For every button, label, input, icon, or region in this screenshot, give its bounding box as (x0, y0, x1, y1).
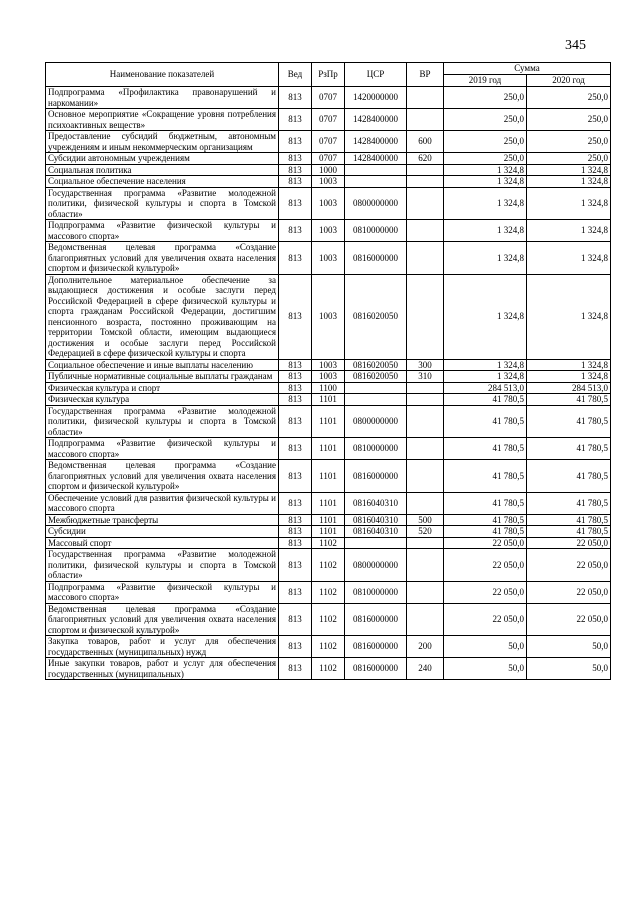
cell-csr: 0816020050 (345, 371, 407, 383)
cell-vr (407, 274, 444, 359)
cell-rzpr: 1102 (312, 581, 345, 603)
table-row (46, 220, 611, 242)
table-row (46, 537, 611, 549)
cell-name: Основное мероприятие «Сокращение уровня потребления психоактивных веществ» (46, 109, 279, 131)
cell-rzpr: 1101 (312, 405, 345, 438)
table-row (46, 153, 611, 165)
cell-y2020: 1 324,8 (527, 176, 611, 188)
cell-y2019: 22 050,0 (444, 537, 527, 549)
table-row (46, 371, 611, 383)
cell-csr: 0800000000 (345, 549, 407, 582)
cell-ved: 813 (279, 187, 312, 220)
cell-name: Физическая культура (46, 394, 279, 406)
cell-vr (407, 382, 444, 394)
cell-vr (407, 87, 444, 109)
cell-y2020: 41 780,5 (527, 438, 611, 460)
table-row (46, 492, 611, 514)
cell-rzpr: 1100 (312, 382, 345, 394)
cell-y2019: 41 780,5 (444, 492, 527, 514)
cell-y2019: 41 780,5 (444, 514, 527, 526)
table-row (46, 581, 611, 603)
table-row (46, 176, 611, 188)
table-row (46, 658, 611, 680)
cell-vr (407, 581, 444, 603)
cell-rzpr: 1003 (312, 176, 345, 188)
cell-y2020: 250,0 (527, 87, 611, 109)
cell-vr (407, 164, 444, 176)
cell-rzpr: 1102 (312, 658, 345, 680)
table-row (46, 164, 611, 176)
cell-rzpr: 1101 (312, 460, 345, 493)
cell-y2020: 22 050,0 (527, 603, 611, 636)
cell-csr: 0816000000 (345, 242, 407, 275)
cell-y2020: 50,0 (527, 636, 611, 658)
table-row (46, 394, 611, 406)
cell-rzpr: 1101 (312, 514, 345, 526)
cell-csr: 0816000000 (345, 460, 407, 493)
cell-name: Закупка товаров, работ и услуг для обеспечения государственных (муниципальных) нужд (46, 636, 279, 658)
cell-vr (407, 603, 444, 636)
cell-y2020: 1 324,8 (527, 359, 611, 371)
cell-rzpr: 1003 (312, 242, 345, 275)
cell-y2019: 22 050,0 (444, 549, 527, 582)
cell-name: Межбюджетные трансферты (46, 514, 279, 526)
cell-rzpr: 0707 (312, 153, 345, 165)
cell-ved: 813 (279, 220, 312, 242)
cell-y2019: 41 780,5 (444, 394, 527, 406)
cell-ved: 813 (279, 359, 312, 371)
cell-rzpr: 1003 (312, 371, 345, 383)
cell-name: Ведомственная целевая программа «Создание благоприятных условий для увеличения охвата населения спортом и физической культурой» (46, 603, 279, 636)
cell-rzpr: 0707 (312, 109, 345, 131)
cell-y2019: 250,0 (444, 153, 527, 165)
header-rzpr: РзПр (312, 63, 345, 87)
cell-ved: 813 (279, 274, 312, 359)
header-csr: ЦСР (345, 63, 407, 87)
cell-ved: 813 (279, 164, 312, 176)
cell-csr (345, 537, 407, 549)
header-name: Наименование показателей (46, 63, 279, 87)
cell-ved: 813 (279, 382, 312, 394)
cell-y2019: 1 324,8 (444, 187, 527, 220)
cell-vr (407, 537, 444, 549)
cell-y2020: 41 780,5 (527, 405, 611, 438)
cell-y2020: 1 324,8 (527, 220, 611, 242)
cell-ved: 813 (279, 242, 312, 275)
cell-name: Подпрограмма «Профилактика правонарушений и наркомании» (46, 87, 279, 109)
cell-vr: 600 (407, 131, 444, 153)
cell-name: Государственная программа «Развитие молодежной политики, физической культуры и спорта в Томской области» (46, 549, 279, 582)
cell-name: Подпрограмма «Развитие физической культуры и массового спорта» (46, 438, 279, 460)
table-row (46, 460, 611, 493)
cell-y2019: 1 324,8 (444, 371, 527, 383)
cell-rzpr: 1101 (312, 438, 345, 460)
cell-ved: 813 (279, 87, 312, 109)
cell-ved: 813 (279, 581, 312, 603)
header-2020: 2020 год (527, 75, 611, 87)
cell-ved: 813 (279, 658, 312, 680)
cell-name: Социальное обеспечение населения (46, 176, 279, 188)
cell-csr (345, 394, 407, 406)
cell-name: Субсидии (46, 526, 279, 538)
cell-y2019: 1 324,8 (444, 164, 527, 176)
cell-csr: 0816020050 (345, 274, 407, 359)
cell-csr: 1428400000 (345, 109, 407, 131)
cell-name: Массовый спорт (46, 537, 279, 549)
budget-table (45, 62, 611, 680)
cell-vr (407, 109, 444, 131)
cell-csr: 0816000000 (345, 603, 407, 636)
cell-vr (407, 220, 444, 242)
cell-csr: 0816040310 (345, 526, 407, 538)
cell-rzpr: 1003 (312, 359, 345, 371)
cell-y2020: 22 050,0 (527, 537, 611, 549)
cell-name: Физическая культура и спорт (46, 382, 279, 394)
cell-y2019: 41 780,5 (444, 405, 527, 438)
cell-rzpr: 0707 (312, 131, 345, 153)
cell-csr: 1428400000 (345, 153, 407, 165)
cell-y2019: 22 050,0 (444, 603, 527, 636)
cell-y2019: 250,0 (444, 109, 527, 131)
cell-y2020: 41 780,5 (527, 394, 611, 406)
cell-y2020: 284 513,0 (527, 382, 611, 394)
table-row (46, 526, 611, 538)
cell-y2020: 22 050,0 (527, 581, 611, 603)
cell-y2020: 41 780,5 (527, 514, 611, 526)
cell-y2020: 50,0 (527, 658, 611, 680)
cell-vr: 200 (407, 636, 444, 658)
cell-ved: 813 (279, 131, 312, 153)
cell-y2020: 250,0 (527, 131, 611, 153)
table-row (46, 109, 611, 131)
cell-csr (345, 164, 407, 176)
cell-y2020: 41 780,5 (527, 460, 611, 493)
cell-ved: 813 (279, 109, 312, 131)
cell-name: Дополнительное материальное обеспечение за выдающиеся достижения и особые заслуги перед Российской Федерацией в сфере физической культуры и спорта гражданам Российской Федерации, достигшим пенсионного возраста, постоянно проживающим на территории Томской области, имеющим выдающиеся достижения и особые заслуги перед Российской Федерацией в сфере физической культуры и спорта (46, 274, 279, 359)
cell-y2019: 41 780,5 (444, 438, 527, 460)
cell-y2019: 50,0 (444, 658, 527, 680)
cell-csr: 0816020050 (345, 359, 407, 371)
table-body (46, 87, 611, 680)
cell-y2020: 1 324,8 (527, 242, 611, 275)
table-row (46, 549, 611, 582)
cell-y2019: 22 050,0 (444, 581, 527, 603)
cell-y2019: 41 780,5 (444, 526, 527, 538)
cell-ved: 813 (279, 549, 312, 582)
cell-vr (407, 242, 444, 275)
header-ved: Вед (279, 63, 312, 87)
cell-vr (407, 187, 444, 220)
cell-ved: 813 (279, 176, 312, 188)
cell-y2020: 250,0 (527, 153, 611, 165)
cell-name: Ведомственная целевая программа «Создание благоприятных условий для увеличения охвата населения спортом и физической культурой» (46, 460, 279, 493)
cell-name: Государственная программа «Развитие молодежной политики, физической культуры и спорта в Томской области» (46, 187, 279, 220)
cell-vr: 620 (407, 153, 444, 165)
cell-y2019: 1 324,8 (444, 359, 527, 371)
cell-rzpr: 1101 (312, 492, 345, 514)
cell-rzpr: 1003 (312, 274, 345, 359)
cell-ved: 813 (279, 537, 312, 549)
cell-csr: 0816000000 (345, 658, 407, 680)
table-row (46, 603, 611, 636)
cell-rzpr: 1003 (312, 220, 345, 242)
cell-vr (407, 438, 444, 460)
table-row (46, 636, 611, 658)
cell-name: Иные закупки товаров, работ и услуг для обеспечения государственных (муниципальных) (46, 658, 279, 680)
cell-ved: 813 (279, 603, 312, 636)
cell-y2019: 1 324,8 (444, 274, 527, 359)
cell-vr (407, 405, 444, 438)
cell-ved: 813 (279, 394, 312, 406)
table-row (46, 274, 611, 359)
table-row (46, 187, 611, 220)
cell-vr (407, 492, 444, 514)
cell-name: Публичные нормативные социальные выплаты гражданам (46, 371, 279, 383)
cell-y2019: 250,0 (444, 131, 527, 153)
cell-rzpr: 1102 (312, 537, 345, 549)
cell-vr: 300 (407, 359, 444, 371)
cell-rzpr: 1101 (312, 526, 345, 538)
page-number: 345 (565, 38, 586, 53)
cell-name: Предоставление субсидий бюджетным, автономным учреждениям и иным некоммерческим организациям (46, 131, 279, 153)
cell-y2020: 41 780,5 (527, 526, 611, 538)
cell-vr: 310 (407, 371, 444, 383)
cell-name: Обеспечение условий для развития физической культуры и массового спорта (46, 492, 279, 514)
table-row (46, 242, 611, 275)
cell-rzpr: 1102 (312, 549, 345, 582)
table-row (46, 382, 611, 394)
table-row (46, 359, 611, 371)
cell-csr: 0816040310 (345, 492, 407, 514)
table-row (46, 87, 611, 109)
cell-rzpr: 1003 (312, 187, 345, 220)
cell-vr: 500 (407, 514, 444, 526)
cell-rzpr: 1101 (312, 394, 345, 406)
cell-name: Социальная политика (46, 164, 279, 176)
cell-name: Подпрограмма «Развитие физической культуры и массового спорта» (46, 220, 279, 242)
cell-rzpr: 1102 (312, 636, 345, 658)
cell-vr: 240 (407, 658, 444, 680)
cell-ved: 813 (279, 526, 312, 538)
cell-csr (345, 382, 407, 394)
cell-rzpr: 1102 (312, 603, 345, 636)
cell-y2019: 1 324,8 (444, 242, 527, 275)
cell-csr (345, 176, 407, 188)
cell-ved: 813 (279, 460, 312, 493)
cell-csr: 0816000000 (345, 636, 407, 658)
cell-y2020: 22 050,0 (527, 549, 611, 582)
cell-ved: 813 (279, 636, 312, 658)
cell-y2020: 1 324,8 (527, 164, 611, 176)
cell-ved: 813 (279, 438, 312, 460)
cell-csr: 0810000000 (345, 220, 407, 242)
cell-csr: 0810000000 (345, 438, 407, 460)
cell-y2020: 250,0 (527, 109, 611, 131)
header-sum: Сумма (444, 63, 611, 75)
cell-csr: 0800000000 (345, 187, 407, 220)
cell-vr (407, 549, 444, 582)
cell-y2019: 41 780,5 (444, 460, 527, 493)
cell-csr: 0810000000 (345, 581, 407, 603)
cell-vr (407, 176, 444, 188)
table-row (46, 514, 611, 526)
cell-y2019: 250,0 (444, 87, 527, 109)
cell-ved: 813 (279, 153, 312, 165)
cell-y2020: 1 324,8 (527, 371, 611, 383)
cell-y2019: 284 513,0 (444, 382, 527, 394)
cell-y2019: 50,0 (444, 636, 527, 658)
cell-y2020: 41 780,5 (527, 492, 611, 514)
cell-name: Государственная программа «Развитие молодежной политики, физической культуры и спорта в Томской области» (46, 405, 279, 438)
cell-csr: 1420000000 (345, 87, 407, 109)
table-row (46, 131, 611, 153)
table-row (46, 405, 611, 438)
cell-ved: 813 (279, 492, 312, 514)
cell-csr: 0816040310 (345, 514, 407, 526)
cell-y2019: 1 324,8 (444, 220, 527, 242)
cell-vr (407, 460, 444, 493)
cell-rzpr: 1000 (312, 164, 345, 176)
cell-y2019: 1 324,8 (444, 176, 527, 188)
cell-vr: 520 (407, 526, 444, 538)
cell-csr: 1428400000 (345, 131, 407, 153)
cell-y2020: 1 324,8 (527, 274, 611, 359)
cell-csr: 0800000000 (345, 405, 407, 438)
cell-ved: 813 (279, 514, 312, 526)
cell-ved: 813 (279, 371, 312, 383)
cell-rzpr: 0707 (312, 87, 345, 109)
cell-ved: 813 (279, 405, 312, 438)
cell-name: Субсидии автономным учреждениям (46, 153, 279, 165)
header-2019: 2019 год (444, 75, 527, 87)
cell-y2020: 1 324,8 (527, 187, 611, 220)
cell-name: Ведомственная целевая программа «Создание благоприятных условий для увеличения охвата населения спортом и физической культурой» (46, 242, 279, 275)
header-vr: ВР (407, 63, 444, 87)
cell-vr (407, 394, 444, 406)
cell-name: Подпрограмма «Развитие физической культуры и массового спорта» (46, 581, 279, 603)
cell-name: Социальное обеспечение и иные выплаты населению (46, 359, 279, 371)
table-row (46, 438, 611, 460)
